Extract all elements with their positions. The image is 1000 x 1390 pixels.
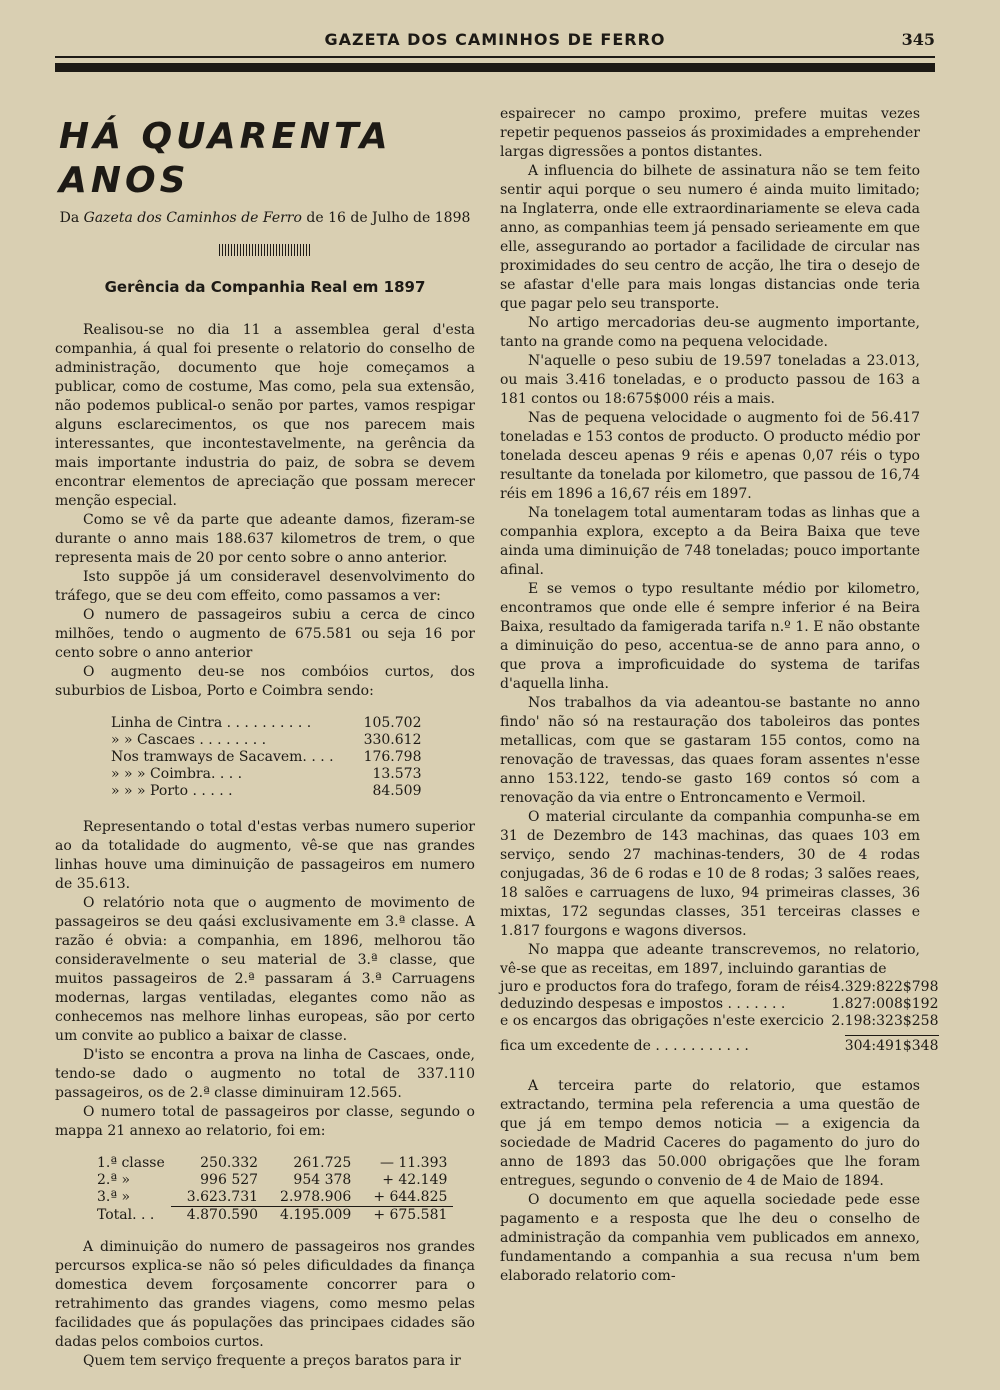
source-date: de 16 de Julho de 1898 [306,210,471,226]
table-row [91,1155,453,1172]
accounts-table [500,979,939,1055]
paragraph: O numero de passageiros subiu a cerca de cinco milhões, tendo o augmento de 675.581 ou seja 16 por cento sobre o anno anterior [55,607,475,661]
paragraph: Como se vê da parte que adeante damos, fizeram-se durante o anno mais 188.637 kilometros de trem, o que representa mais de 20 por cento sobre o anno anterior. [55,512,475,566]
paragraph: D'isto se encontra a prova na linha de Cascaes, onde, tendo-se dado o augmento no total de 337.110 passageiros, os de 2.ª classe diminuiram 12.565. [55,1047,475,1101]
paragraph: espairecer no campo proximo, prefere muitas vezes repetir pequenos passeios ás proximidades a emprehender largas digressões a pontos distantes. [500,106,920,160]
class-label: Total. . . [97,1206,155,1223]
paragraph: A terceira parte do relatorio, que estamos extractando, termina pela referencia a uma questão de que já em tempo demos noticia — a exigencia da sociedade de Madrid Caceres do pagamento do juro do anno de 1893 das 50.000 obrigações que lhe foram entregues, segundo o convenio de 4 de Maio de 1894. [500,1078,920,1189]
paragraph: O augmento deu-se nos combóios curtos, dos suburbios de Lisboa, Porto e Coimbra sendo: [55,664,475,699]
route-label: » » » Coimbra. . . . [111,766,243,782]
class-value-a: 4.870.590 [186,1207,259,1223]
paragraph: Nas de pequena velocidade o augmento foi de 56.417 toneladas e 153 contos de producto. O producto médio por tonelada desceu apenas 9 réis e apenas 0,07 réis o typo resultante da tonelada por kilometro, que passou de 16,74 réis em 1896 a 16,67 réis em 1897. [500,410,920,502]
route-label: » » Cascaes . . . . . . . . [111,732,267,748]
paragraph: Realisou-se no dia 11 a assemblea geral d'esta companhia, á qual foi presente o relatorio do conselho de administração, documento que hoje começamos a publicar, como de costume, Mas como, pela sua extensão, não podemos publical-o senão por partes, vamos respigar alguns esclarecimentos, os que nos parecem mais interessantes, que incontestavelmente, na gerência da mais importante industria do paiz, de sobra se devem encontrar elementos de apreciação que possam merecer menção especial. [55,322,475,509]
paragraph: O material circulante da companhia compunha-se em 31 de Dezembro de 143 machinas, das quaes 103 em serviço, sendo 27 machinas-tenders, 30 de 4 rodas conjugadas, 36 de 6 rodas e 10 de 8 rodas; 3 salões reaes, 18 salões e carruagens de luxo, 94 primeiras classes, 36 mixtas, 172 segundas classes, 351 terceiras classes e 1.817 fourgons e wagons diversos. [500,809,920,939]
class-diff: + 675.581 [373,1207,448,1223]
source-prefix: Da [59,210,80,226]
header-rule-thin [55,56,935,58]
account-value: 2.198:323$258 [831,1013,939,1029]
class-value-b: 4.195.009 [280,1207,352,1223]
class-value-a: 250.332 [200,1155,259,1171]
class-label: 3.ª » [97,1189,131,1206]
table-row [105,783,427,800]
paragraph: Quem tem serviço frequente a preços baratos para ir [83,1353,461,1369]
right-column [500,105,939,1286]
class-diff: + 644.825 [357,1189,453,1207]
left-paragraphs-c [55,1238,475,1371]
class-diff: — 11.393 [379,1155,448,1171]
paragraph: Na tonelagem total aumentaram todas as linhas que a companhia explora, excepto a da Beira Baixa que teve ainda uma diminuição de 748 toneladas; pouco importante afinal. [500,505,920,578]
account-label: juro e productos fora do trafego, foram de réis [500,979,832,995]
paragraph: E se vemos o typo resultante médio por kilometro, encontramos que onde elle é sempre inferior é na Beira Baixa, resultado da famigerada tarifa n.º 1. E não obstante a diminuição do peso, accentua-se de anno para anno, o que prova a improficuidade do systema de tarifas d'aquella linha. [500,581,920,692]
journal-title: GAZETA DOS CAMINHOS DE FERRO [324,30,666,49]
divider-ornament [219,244,311,256]
table-row [105,749,427,766]
paragraph: No mappa que adeante transcrevemos, no relatorio, vê-se que as receitas, em 1897, incluindo garantias de [500,942,920,977]
article-title: Gerência da Companhia Real em 1897 [104,278,426,296]
route-value: 176.798 [363,749,422,765]
route-label: Nos tramways de Sacavem. . . . [111,749,334,765]
header-rule-thick [55,63,935,72]
account-result-label: fica um excedente de . . . . . . . . . . . [500,1038,749,1054]
spacer [500,1055,920,1077]
page-number: 345 [901,30,935,49]
route-value: 13.573 [372,766,422,782]
paragraph: O numero total de passageiros por classe, segundo o mappa 21 annexo ao relatorio, foi em: [55,1104,475,1139]
paragraph: Representando o total d'estas verbas numero superior ao da totalidade do augmento, vê-se que nas grandes linhas houve uma diminuição de passageiros em numero de 35.613. [55,819,475,892]
account-label: e os encargos das obrigações n'este exercicio [500,1013,824,1029]
running-head [55,30,935,52]
class-label: 2.ª » [97,1172,131,1188]
route-label: » » » Porto . . . . . [111,783,233,799]
class-value-b: 2.978.906 [264,1189,357,1207]
left-paragraphs-a [55,321,475,701]
paragraph: Nos trabalhos da via adeantou-se bastante no anno findo' não só na restauração dos taboleiros das pontes metallicas, com que se gastaram 155 contos, como na renovação de travessas, das quaes foram assentes n'esse anno 153.122, tendo-se gasto 169 contos só com a renovação da via entre o Entroncamento e Vermoil. [500,695,920,806]
table-row [91,1172,453,1189]
paragraph: Isto suppõe já um consideravel desenvolvimento do tráfego, que se deu com effeito, como passamos a ver: [55,569,475,604]
right-paragraphs-b [500,1077,920,1286]
right-paragraphs-a [500,105,920,979]
class-label: 1.ª classe [97,1155,165,1171]
paragraph: No artigo mercadorias deu-se augmento importante, tanto na grande como na pequena velocidade. [500,315,920,350]
left-column [55,105,475,1371]
route-value: 105.702 [363,715,422,731]
paragraph: N'aquelle o peso subiu de 19.597 toneladas a 23.013, ou mais 3.416 toneladas, e o producto passou de 163 a 181 contos ou 18:675$000 réis a mais. [500,353,920,407]
route-value: 84.509 [372,783,422,799]
paragraph: O relatório nota que o augmento de movimento de passageiros se deu qaási exclusivamente em 3.ª classe. A razão é obvia: a companhia, em 1896, melhorou tão consideravelmente o seu material de 3.ª classe, que muitos passageiros de 2.ª passaram á 3.ª Carruagens modernas, largas ventiladas, elegantes como não as conhecemos nas melhore linhas europeas, são por certo um convite ao publico a baixar de classe. [55,895,475,1044]
section-title: HÁ QUARENTA ANOS [59,116,392,201]
left-paragraphs-b [55,818,475,1141]
paragraph: O documento em que aquella sociedade pede esse pagamento e a resposta que lhe deu o conselho de administração da companhia vem publicados em annexo, fundamentando a companhia a sua recusa n'um bem elaborado relatorio com- [500,1192,920,1284]
account-result-value [831,1030,938,1055]
table-row [91,1189,453,1207]
route-label: Linha de Cintra . . . . . . . . . . [111,715,312,731]
class-diff: + 42.149 [382,1172,448,1188]
class-value-b: 954 378 [293,1172,352,1188]
table-row [105,715,427,732]
account-value: 1.827:008$192 [831,996,939,1012]
table-row [91,1207,453,1225]
table-row [105,766,427,783]
class-value-a: 3.623.731 [171,1189,264,1207]
table-row [500,996,939,1013]
source-publication: Gazeta dos Caminhos de Ferro [83,210,302,226]
source-line [55,209,475,228]
paragraph: A influencia do bilhete de assinatura não se tem feito sentir aqui porque o seu numero é ainda muito limitado; na Inglaterra, onde elle extraordinariamente se eleva cada anno, as companhias teem já pensado serieamente em que elle, assegurando ao portador a facilidade de circular nas proximidades do seu centro de acção, lhe tira o desejo de se afastar d'elle para mais longas distancias onde teria que pagar pelo seu transporte. [500,163,920,312]
class-table [91,1155,453,1224]
routes-table [105,715,427,800]
paragraph: A diminuição do numero de passageiros nos grandes percursos explica-se não só peles dificuldades da finança domestica devem forçosamente concorrer para o retrahimento das grandes viagens, como mesmo pelas facilidades que ás populações das principaes cidades são dadas pelos comboios curtos. [55,1239,475,1350]
table-row [500,1013,939,1030]
table-row [500,979,939,996]
account-value: 4.329:822$798 [831,979,939,995]
table-row [105,732,427,749]
class-value-a: 996 527 [200,1172,259,1188]
account-label: deduzindo despesas e impostos . . . . . . . [500,996,786,1012]
table-row [500,1030,939,1055]
account-result-amount: 304:491$348 [845,1035,939,1054]
route-value: 330.612 [363,732,422,748]
class-value-b: 261.725 [293,1155,352,1171]
